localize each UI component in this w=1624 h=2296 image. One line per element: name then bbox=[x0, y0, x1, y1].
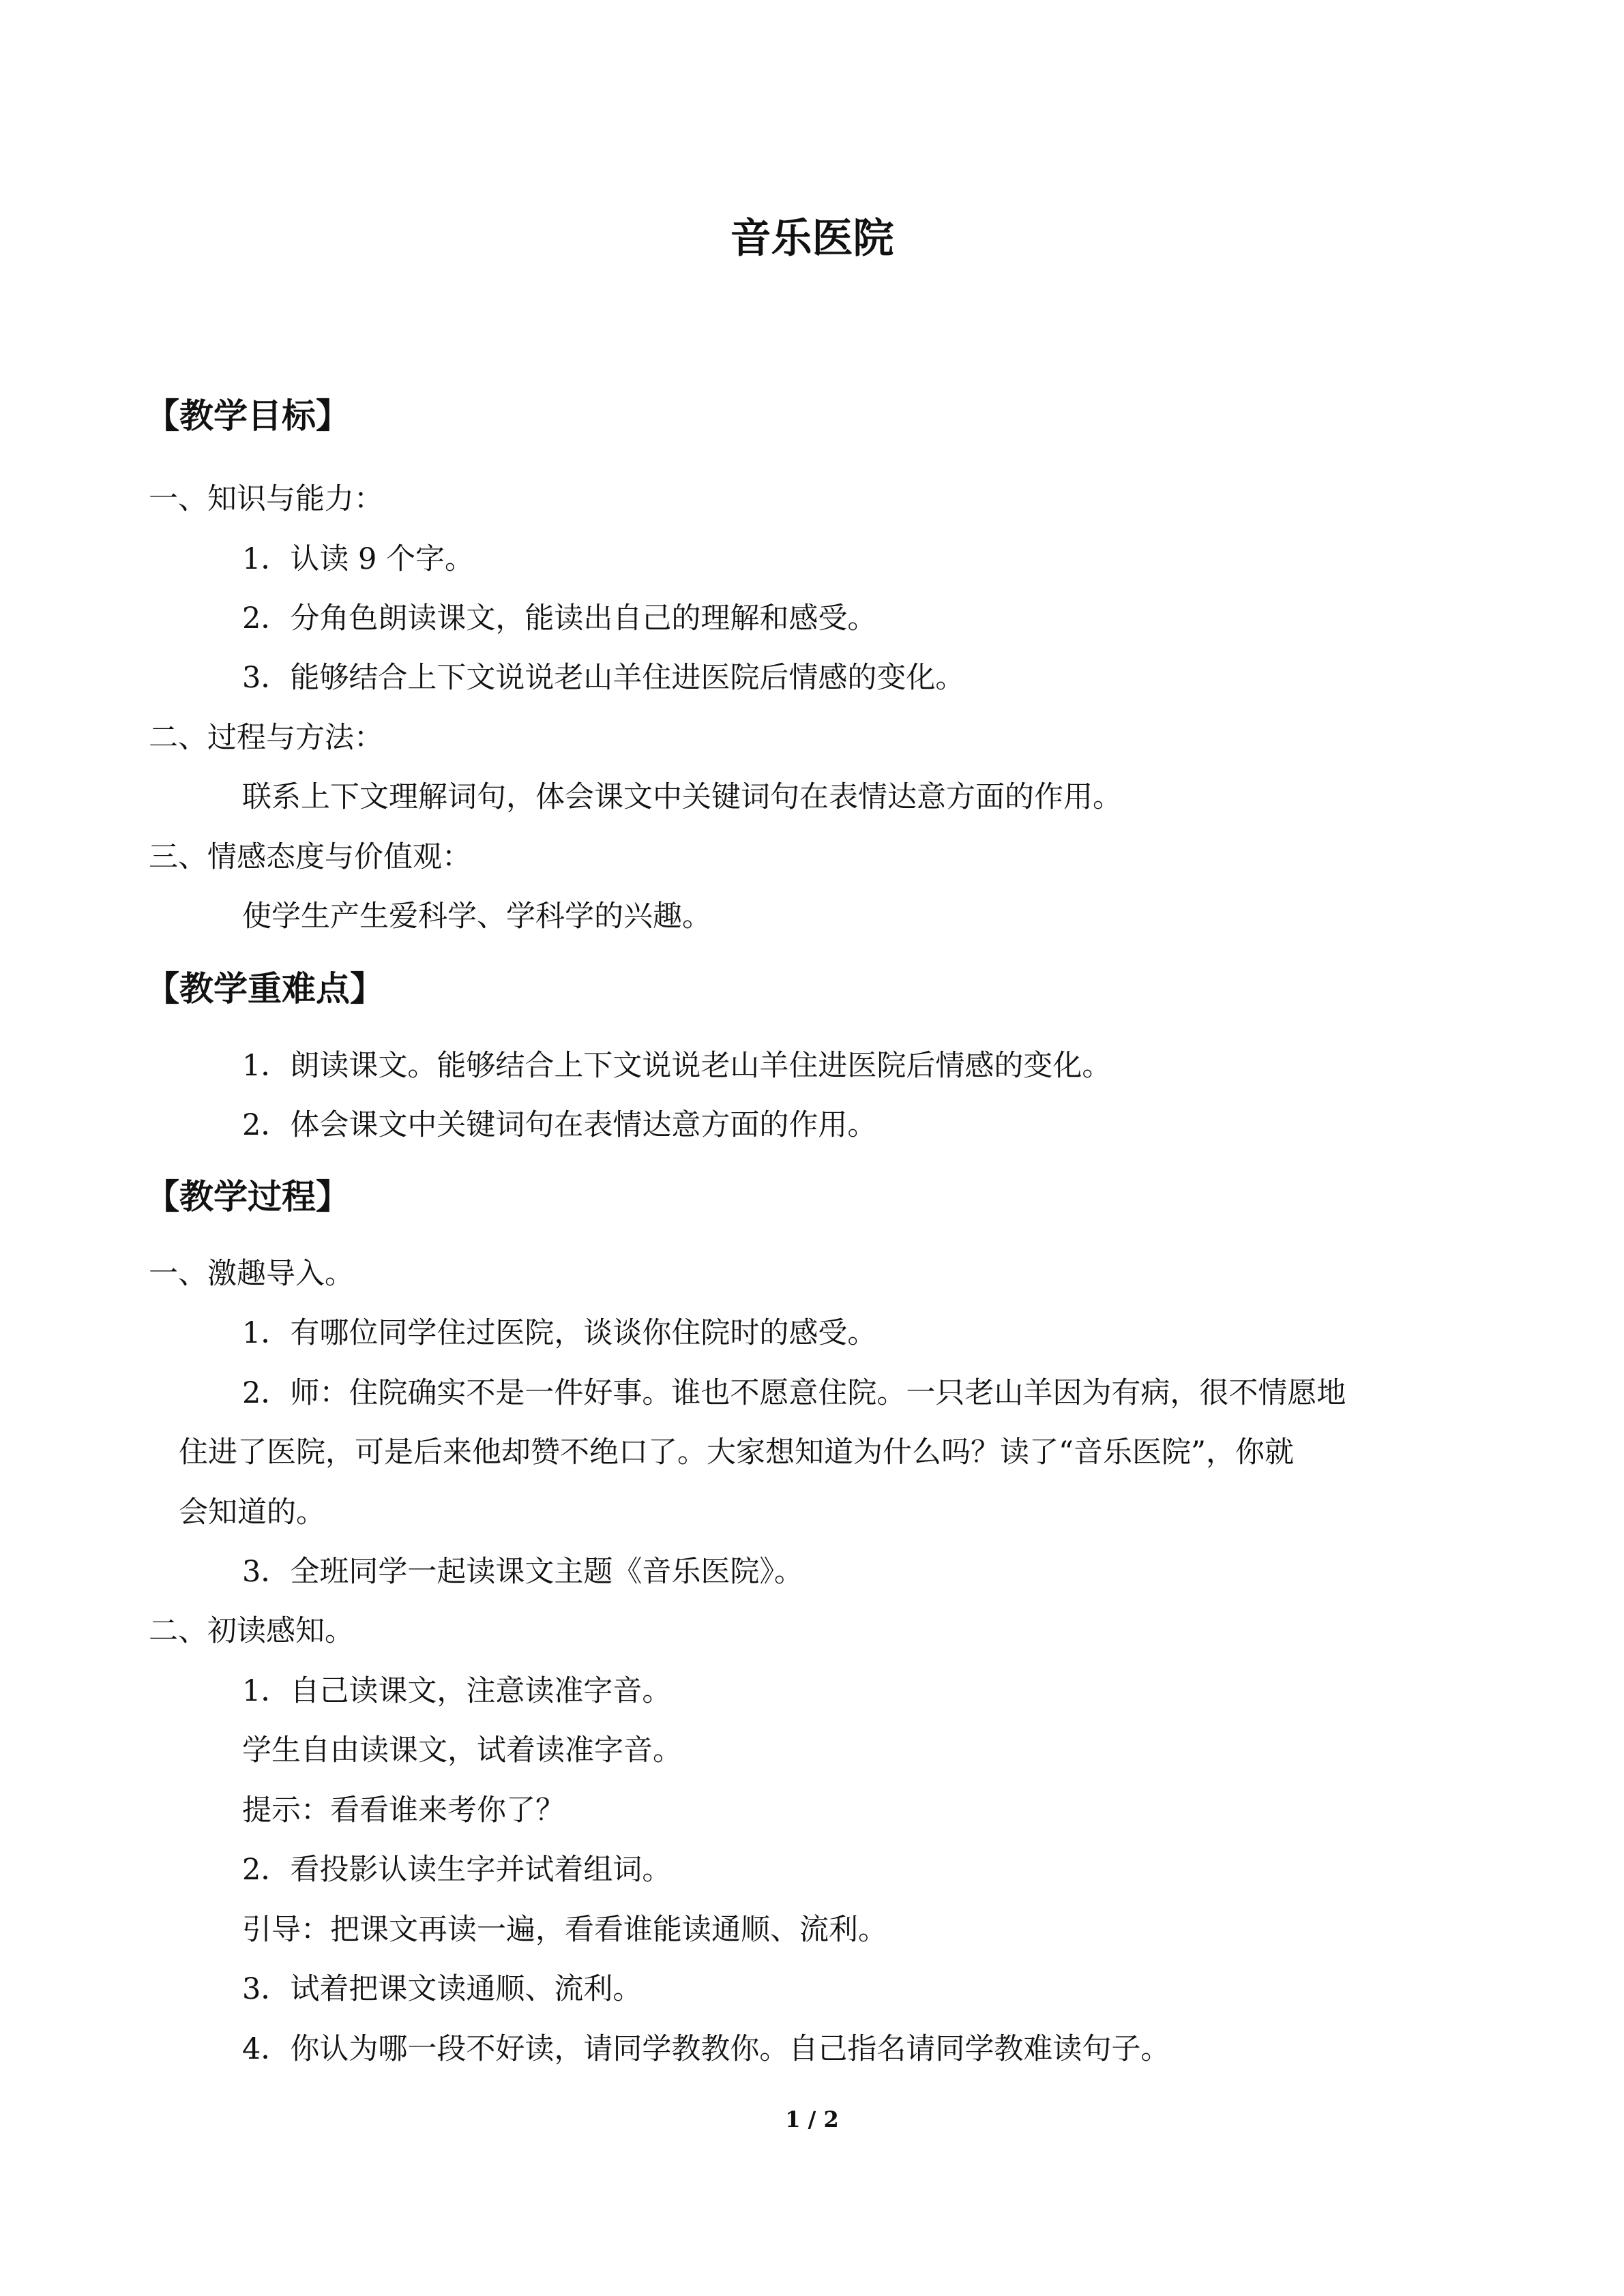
intro-item: 1．有哪位同学住过医院，谈谈你住院时的感受。 bbox=[242, 1316, 877, 1350]
label-intro: 一、激趣导入。 bbox=[149, 1257, 354, 1291]
first-read-line: 学生自由读课文，试着读准字音。 bbox=[242, 1733, 682, 1768]
first-read-line: 2．看投影认读生字并试着组词。 bbox=[242, 1853, 672, 1887]
goal-item: 3．能够结合上下文说说老山羊住进医院后情感的变化。 bbox=[242, 661, 965, 695]
intro-item: 3．全班同学一起读课文主题《音乐医院》。 bbox=[242, 1555, 803, 1589]
goal-item: 1．认读 9 个字。 bbox=[242, 542, 475, 576]
intro-item-paragraph-line: 2．师：住院确实不是一件好事。谁也不愿意住院。一只老山羊因为有病，很不情愿地 bbox=[242, 1376, 1346, 1410]
intro-item-paragraph-line: 会知道的。 bbox=[179, 1495, 325, 1530]
heading-key-points: 【教学重难点】 bbox=[145, 969, 384, 1009]
label-emotion-values: 三、情感态度与价值观： bbox=[149, 840, 471, 874]
page-number: 1 / 2 bbox=[785, 2106, 839, 2132]
first-read-line: 引导：把课文再读一遍，看看谁能读通顺、流利。 bbox=[242, 1913, 887, 1947]
page-title: 音乐医院 bbox=[730, 215, 894, 263]
emotion-values-text: 使学生产生爱科学、学科学的兴趣。 bbox=[242, 899, 711, 934]
first-read-line: 4．你认为哪一段不好读，请同学教教你。自己指名请同学教难读句子。 bbox=[242, 2032, 1170, 2066]
label-knowledge-ability: 一、知识与能力： bbox=[149, 482, 383, 516]
heading-teaching-goals: 【教学目标】 bbox=[145, 396, 350, 436]
goal-item: 2．分角色朗读课文，能读出自己的理解和感受。 bbox=[242, 601, 877, 636]
intro-item-paragraph-line: 住进了医院，可是后来他却赞不绝口了。大家想知道为什么吗？读了“音乐医院”，你就 bbox=[179, 1435, 1294, 1470]
label-process-method: 二、过程与方法： bbox=[149, 721, 383, 755]
process-method-text: 联系上下文理解词句，体会课文中关键词句在表情达意方面的作用。 bbox=[242, 780, 1122, 814]
heading-teaching-process: 【教学过程】 bbox=[145, 1177, 350, 1217]
label-first-read: 二、初读感知。 bbox=[149, 1614, 354, 1648]
key-point-item: 1．朗读课文。能够结合上下文说说老山羊住进医院后情感的变化。 bbox=[242, 1049, 1112, 1083]
first-read-line: 1．自己读课文，注意读准字音。 bbox=[242, 1674, 672, 1708]
first-read-line: 提示：看看谁来考你了？ bbox=[242, 1793, 565, 1828]
first-read-line: 3．试着把课文读通顺、流利。 bbox=[242, 1972, 643, 2006]
key-point-item: 2．体会课文中关键词句在表情达意方面的作用。 bbox=[242, 1108, 877, 1142]
